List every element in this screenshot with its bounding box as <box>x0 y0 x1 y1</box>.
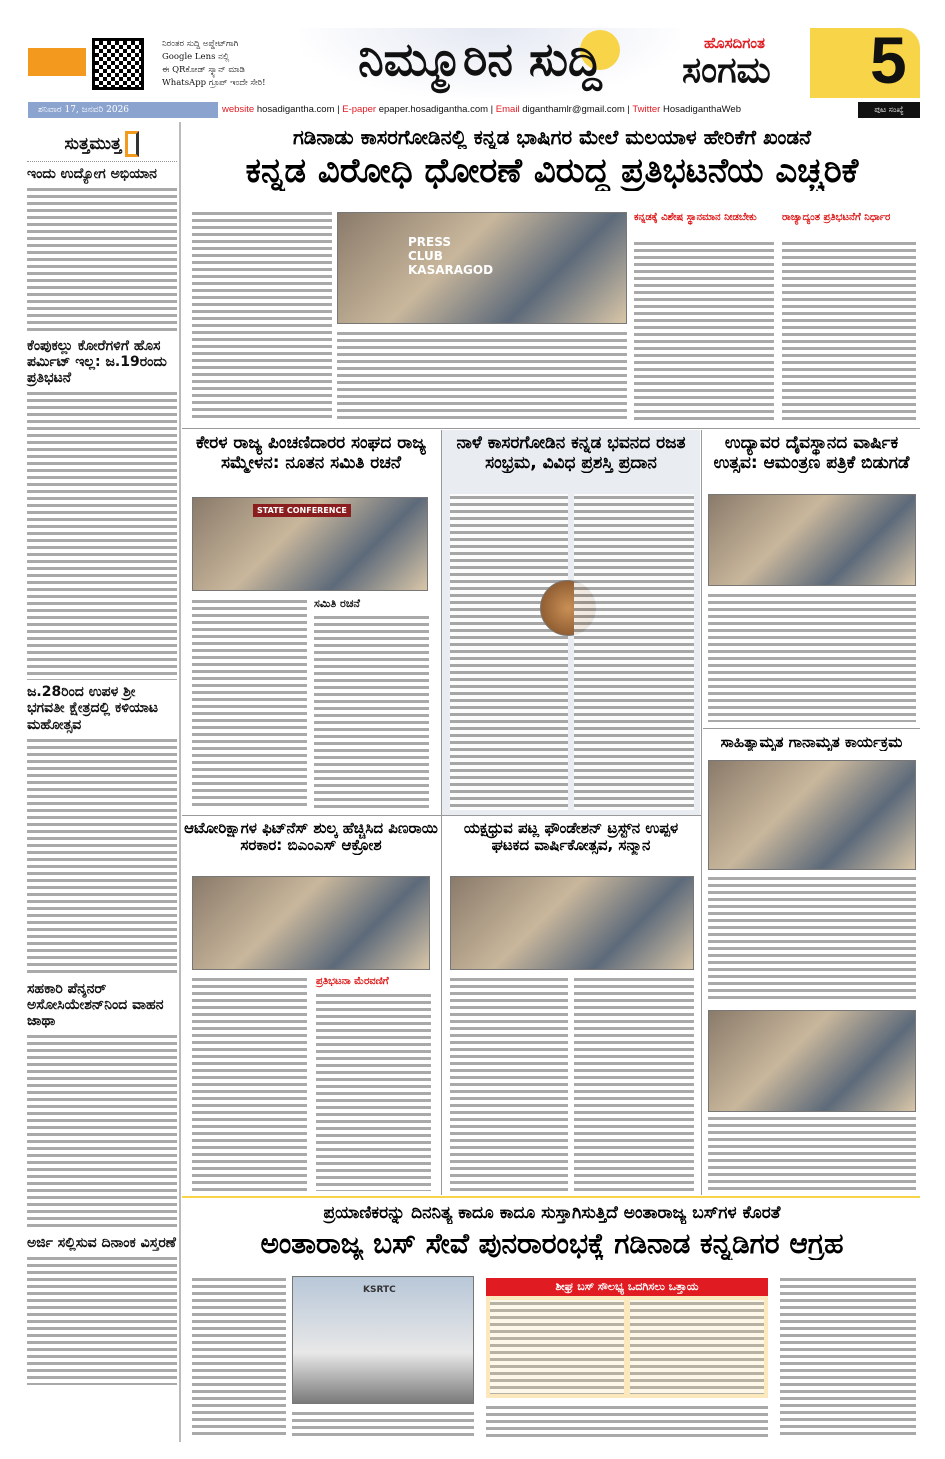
story-headline: ಸಾಹಿತ್ಯಾಮೃತ ಗಾನಾಮೃತ ಕಾರ್ಯಕ್ರಮ <box>720 734 903 751</box>
story-body <box>27 186 177 334</box>
story-photo: STATE CONFERENCE <box>192 497 428 591</box>
story-body <box>27 390 177 680</box>
column-divider <box>179 122 181 1442</box>
section-divider <box>182 1196 920 1198</box>
section-name: ಸಂಗಮ <box>682 50 771 91</box>
orange-block <box>28 48 86 76</box>
story-subhead: ಸಮಿತಿ ರಚನೆ <box>314 597 360 610</box>
lead-body <box>634 240 774 420</box>
lead-subhead: ಕನ್ನಡಕ್ಕೆ ವಿಶೇಷ ಸ್ಥಾನಮಾನ ನೀಡಬೇಕು <box>634 212 757 223</box>
masthead <box>0 23 945 118</box>
story-headline: ಕೇರಳ ರಾಜ್ಯ ಪಿಂಚಣಿದಾರರ ಸಂಘದ ರಾಜ್ಯ ಸಮ್ಮೇಳನ: ನೂತನ ಸಮಿತಿ ರಚನೆ <box>195 434 426 473</box>
story-subhead: ಪ್ರತಿಭಟನಾ ಮೆರವಣಿಗೆ <box>316 976 389 987</box>
qr-code[interactable] <box>92 38 144 90</box>
website-link[interactable]: hosadigantha.com <box>256 104 335 115</box>
story-photo <box>708 760 916 870</box>
story-body <box>292 1410 474 1438</box>
lead-subhead: ರಾಜ್ಯಾದ್ಯಂತ ಪ್ರತಿಭಟನೆಗೆ ನಿರ್ಧಾರ <box>782 212 891 223</box>
story-body <box>574 976 694 1191</box>
story-body <box>780 1276 916 1438</box>
story-headline: ಕೆಂಪುಕಲ್ಲು ಕೋರೆಗಳಿಗೆ ಹೊಸ ಪರ್ಮಿಟ್ ಇಲ್ಲ: ಜ.19ರಂದು ಪ್ರತಿಭಟನೆ <box>27 338 167 387</box>
lead-photo: PRESS CLUB KASARAGOD <box>337 212 627 324</box>
section-divider <box>703 728 920 729</box>
story-body <box>316 992 431 1191</box>
page-title: ನಿಮ್ಮೂರಿನ ಸುದ್ದಿ <box>358 32 602 86</box>
lead-body <box>337 330 627 420</box>
box-body <box>630 1300 764 1394</box>
page-label: ಪುಟ ಸಂಖ್ಯೆ <box>858 102 920 118</box>
story-body <box>450 494 568 810</box>
story-body <box>314 614 429 810</box>
story-headline: ನಾಳೆ ಕಾಸರಗೋಡಿನ ಕನ್ನಡ ಭವನದ ರಜತ ಸಂಭ್ರಮ, ವಿವಿಧ ಪ್ರಶಸ್ತಿ ಪ್ರದಾನ <box>456 434 686 473</box>
story-body <box>27 1033 177 1231</box>
story-headline: ಇಂದು ಉದ್ಯೋಗ ಅಭಿಯಾನ <box>27 166 157 182</box>
section-divider <box>182 815 701 816</box>
box-title: ಶೀಘ್ರ ಬಸ್ ಸೌಲಭ್ಯ ಒದಗಿಸಲು ಒತ್ತಾಯ <box>486 1278 768 1296</box>
story-headline: ಉದ್ಯಾವರ ದೈವಸ್ಥಾನದ ವಾರ್ಷಿಕ ಉತ್ಸವ: ಆಮಂತ್ರಣ ಪತ್ರಿಕೆ ಬಿಡುಗಡೆ <box>713 434 910 473</box>
column-divider <box>701 430 702 1195</box>
story-photo <box>192 876 430 970</box>
story-headline: ಸಹಕಾರಿ ಪೆನ್ಶನರ್ ಅಸೋಸಿಯೇಶನ್‌ನಿಂದ ವಾಹನ ಜಾಥಾ <box>27 980 164 1029</box>
story-headline: ಜ.28ರಿಂದ ಉಪಳ ಶ್ರೀ ಭಗವತೀ ಕ್ಷೇತ್ರದಲ್ಲಿ ಕಳಿಯಾಟ ಮಹೋತ್ಸವ <box>27 684 159 733</box>
door-icon <box>125 131 139 157</box>
story-photo <box>450 876 694 970</box>
story-body <box>708 592 916 722</box>
epaper-link[interactable]: epaper.hosadigantha.com <box>378 104 489 115</box>
story-body <box>708 1115 916 1193</box>
story-headline: ಅರ್ಜಿ ಸಲ್ಲಿಸುವ ದಿನಾಂಕ ವಿಸ್ತರಣೆ <box>27 1234 176 1251</box>
bottom-kicker: ಪ್ರಯಾಣಿಕರನ್ನು ದಿನನಿತ್ಯ ಕಾದೂ ಕಾದೂ ಸುಸ್ತಾಗಿಸುತ್ತಿದೆ ಅಂತಾರಾಜ್ಯ ಬಸ್‌ಗಳ ಕೊರತೆ <box>323 1204 781 1223</box>
lead-kicker: ಗಡಿನಾಡು ಕಾಸರಗೋಡಿನಲ್ಲಿ ಕನ್ನಡ ಭಾಷಿಗರ ಮೇಲೆ ಮಲಯಾಳ ಹೇರಿಕೆಗೆ ಖಂಡನೆ <box>292 126 812 149</box>
suttamutta-logo: ಸುತ್ತಮುತ್ತ <box>27 126 177 162</box>
contact-bar: website hosadigantha.com | E-paper epaper.hosadigantha.com | Email diganthamlr@gmail.com | Twitter HosadiganthaWeb <box>222 104 741 115</box>
story-body <box>27 1255 177 1385</box>
section-divider <box>182 428 920 429</box>
story-body <box>192 976 307 1191</box>
lead-headline: ಕನ್ನಡ ವಿರೋಧಿ ಧೋರಣೆ ವಿರುದ್ಧ ಪ್ರತಿಭಟನೆಯ ಎಚ್ಚರಿಕೆ <box>245 152 859 191</box>
twitter-link[interactable]: HosadiganthaWeb <box>662 104 741 115</box>
qr-note: ನಿರಂತರ ಸುದ್ದಿ ಅಪ್ಡೇಟ್‌ಗಾಗಿ Google Lens ನಲ್ಲಿ ಈ QRಕೋಡ್ ಸ್ಕ್ಯಾನ್ ಮಾಡಿ WhatsApp ಗ್ರೂಪ್ ಇಂದೇ ಸೇರಿ! <box>162 39 266 88</box>
bus-photo: KSRTC <box>292 1276 474 1404</box>
story-body <box>450 976 568 1191</box>
box-body <box>490 1300 624 1394</box>
story-body <box>708 875 916 1003</box>
email-link[interactable]: diganthamlr@gmail.com <box>522 104 625 115</box>
story-headline: ಯಕ್ಷಧ್ರುವ ಪಟ್ಲ ಫೌಂಡೇಶನ್ ಟ್ರಸ್ಟ್‌ನ ಉಪ್ಪಳ ಘಟಕದ ವಾರ್ಷಿಕೋತ್ಸವ, ಸನ್ಮಾನ <box>463 820 679 855</box>
bottom-headline: ಅಂತಾರಾಜ್ಯ ಬಸ್ ಸೇವೆ ಪುನರಾರಂಭಕ್ಕೆ ಗಡಿನಾಡ ಕನ್ನಡಿಗರ ಆಗ್ರಹ <box>260 1228 844 1260</box>
brand-logo: ಹೊಸದಿಗಂತ <box>704 34 765 52</box>
date-bar: ಶನಿವಾರ 17, ಜನವರಿ 2026 <box>28 102 218 118</box>
story-headline: ಆಟೋರಿಕ್ಷಾಗಳ ಫಿಟ್‌ನೆಸ್ ಶುಲ್ಕ ಹೆಚ್ಚಿಸಿದ ಪಿಣರಾಯಿ ಸರಕಾರ: ಬಿಎಂಎಸ್ ಆಕ್ರೋಶ <box>184 820 438 855</box>
story-photo <box>708 1010 916 1112</box>
story-photo <box>708 494 916 586</box>
column-divider <box>441 430 442 1195</box>
story-body <box>486 1404 768 1438</box>
story-body <box>192 598 307 810</box>
story-body <box>574 494 694 810</box>
lead-body <box>782 240 916 420</box>
left-column <box>27 126 177 1385</box>
lead-body <box>192 210 332 420</box>
story-body <box>27 737 177 977</box>
story-body <box>192 1276 286 1436</box>
page-number: 5 <box>870 23 907 97</box>
